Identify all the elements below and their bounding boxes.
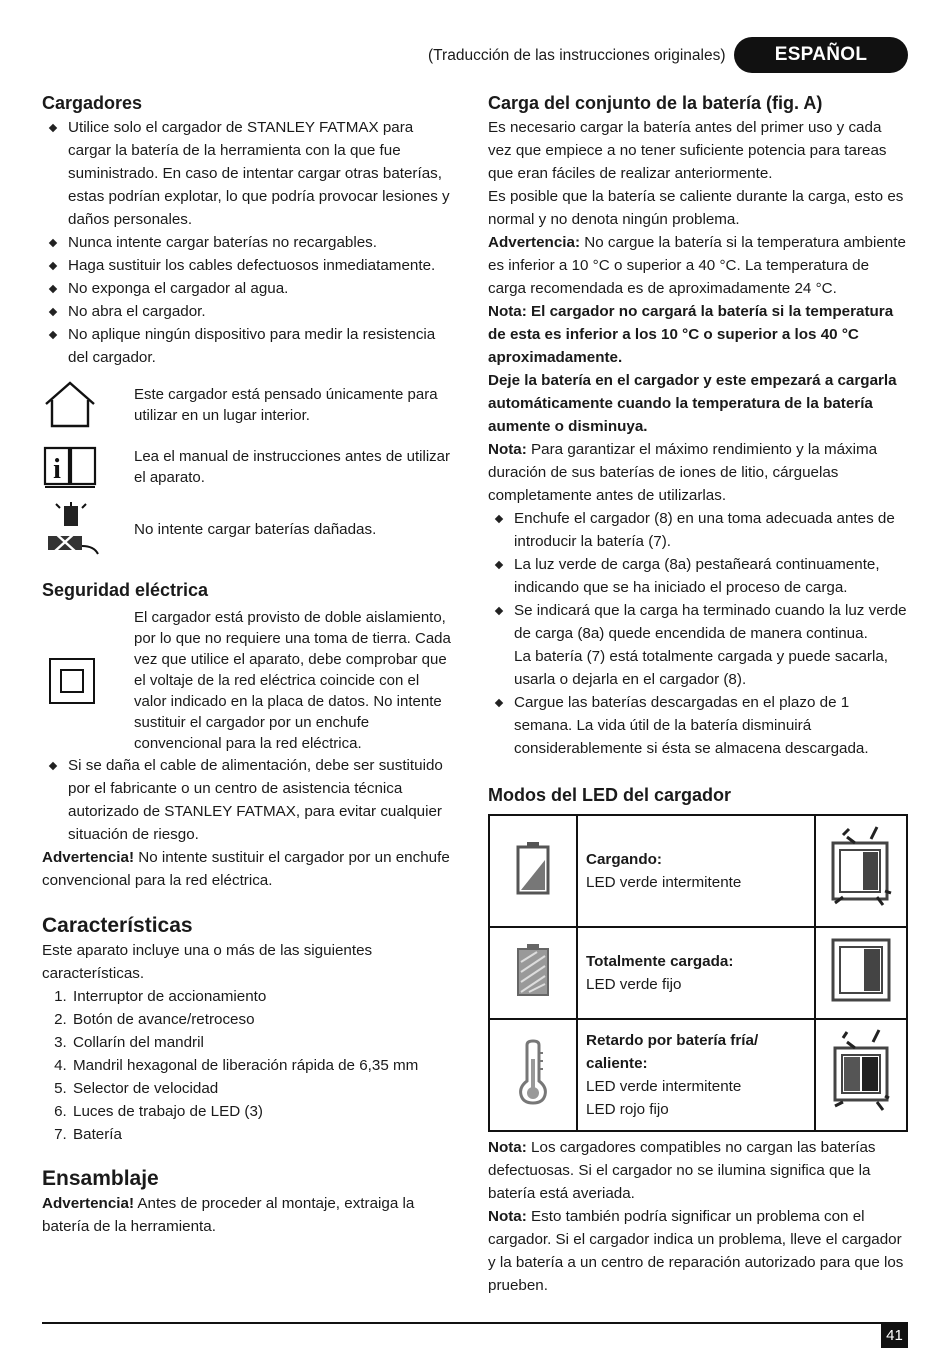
electrical-list bbox=[42, 754, 454, 846]
damaged-battery-text: No intente cargar baterías dañadas. bbox=[134, 520, 377, 538]
house-icon bbox=[42, 380, 134, 430]
list-item: 1. Interruptor de accionamiento bbox=[71, 985, 454, 1008]
list-item: 7. Batería bbox=[71, 1123, 454, 1146]
list-item: No aplique ningún dispositivo para medir la resistencia del cargador. bbox=[42, 323, 454, 369]
electrical-safety-heading: Seguridad eléctrica bbox=[42, 580, 209, 600]
features-intro: Este aparato incluye una o más de las siguientes características. bbox=[42, 942, 373, 982]
translation-note: (Traducción de las instrucciones originales) bbox=[428, 47, 726, 64]
led-state: Retardo por batería fría/ caliente: bbox=[586, 1032, 759, 1072]
led-mode-text bbox=[577, 815, 815, 927]
led-desc: LED verde intermitente bbox=[586, 874, 742, 891]
charging-paragraph-2: Es posible que la batería se caliente durante la carga, esto es normal y no denota ningún problema. bbox=[488, 188, 904, 228]
list-item: 4. Mandril hexagonal de liberación rápida de 6,35 mm bbox=[71, 1054, 454, 1077]
list-item: Nunca intente cargar baterías no recargables. bbox=[42, 231, 454, 254]
blinking-light-icon bbox=[815, 815, 907, 927]
led-state: Cargando: bbox=[586, 851, 662, 868]
page-number: 41 bbox=[881, 1324, 908, 1348]
list-item: 3. Collarín del mandril bbox=[71, 1031, 454, 1054]
led-desc: LED verde intermitente bbox=[586, 1078, 742, 1095]
language-badge: ESPAÑOL bbox=[734, 37, 908, 73]
charging-li-ion-note: Nota: Para garantizar el máximo rendimiento y la máxima duración de sus baterías de iones de litio, cárguelas completamente antes de utilizarlas. bbox=[488, 441, 878, 504]
list-item: No abra el cargador. bbox=[42, 300, 454, 323]
right-column bbox=[488, 90, 908, 1297]
charging-warning: Advertencia: No cargue la batería si la temperatura ambiente es inferior a 10 °C o superior a 40 °C. La temperatura de carga recomendada es de aproximadamente 24 °C. bbox=[488, 234, 906, 297]
charging-battery-icon bbox=[489, 815, 577, 927]
hot-cold-light-icon bbox=[815, 1019, 907, 1131]
assembly-warning: Advertencia! Antes de proceder al montaje, extraiga la batería de la herramienta. bbox=[42, 1195, 415, 1235]
repair-note: Nota: Esto también podría significar un problema con el cargador. Si el cargador indica un problema, lleve el cargador y la batería a un centro de reparación autorizado para que los prueben. bbox=[488, 1208, 904, 1294]
features-list bbox=[42, 985, 454, 1146]
manual-icon bbox=[42, 444, 134, 490]
charging-steps-list bbox=[488, 507, 908, 760]
assembly-heading: Ensamblaje bbox=[42, 1167, 159, 1190]
list-item: Si se daña el cable de alimentación, debe ser sustituido por el fabricante o un centro de asistencia técnica autorizado de STANLEY FATMAX, para evitar cualquier situación de riesgo. bbox=[42, 754, 454, 846]
table-row bbox=[489, 815, 907, 927]
steady-light-icon bbox=[815, 927, 907, 1019]
chargers-list bbox=[42, 116, 454, 369]
led-desc: LED rojo fijo bbox=[586, 1101, 669, 1118]
svg-text:i: i bbox=[53, 454, 61, 485]
indoor-use-row bbox=[42, 377, 454, 433]
charging-heading: Carga del conjunto de la batería (fig. A) bbox=[488, 93, 823, 113]
list-item: 2. Botón de avance/retroceso bbox=[71, 1008, 454, 1031]
led-mode-text bbox=[577, 927, 815, 1019]
list-item: La luz verde de carga (8a) pestañeará continuamente, indicando que se ha iniciado el proceso de carga. bbox=[488, 553, 908, 599]
list-item: Utilice solo el cargador de STANLEY FATMAX para cargar la batería de la herramienta con la que fue suministrado. En caso de intentar cargar otras baterías, estas podrían explotar, lo que podría provocar lesiones y daños personales. bbox=[42, 116, 454, 231]
list-item: Enchufe el cargador (8) en una toma adecuada antes de introducir la batería (7). bbox=[488, 507, 908, 553]
list-item: No exponga el cargador al agua. bbox=[42, 277, 454, 300]
led-mode-text bbox=[577, 1019, 815, 1131]
charging-temperature-note: Nota: El cargador no cargará la batería si la temperatura de esta es inferior a los 10 °C o superior a los 40 °C aproximadamente. bbox=[488, 303, 894, 366]
led-modes-table bbox=[488, 814, 908, 1132]
list-item: Se indicará que la carga ha terminado cuando la luz verde de carga (8a) quede encendida de manera continua. La batería (7) está totalmente cargada y puede sacarla, usarla o dejarla en el cargador (8). bbox=[488, 599, 908, 691]
compat-note: Nota: Los cargadores compatibles no cargan las baterías defectuosas. Si el cargador no se ilumina significa que la batería está averiada. bbox=[488, 1139, 876, 1202]
double-insulation-row bbox=[42, 607, 454, 754]
damaged-battery-row bbox=[42, 501, 454, 557]
read-manual-text: Lea el manual de instrucciones antes de utilizar el aparato. bbox=[134, 448, 451, 486]
electrical-warning: Advertencia! No intente sustituir el cargador por un enchufe convencional para la red eléctrica. bbox=[42, 849, 450, 889]
double-insulation-icon bbox=[42, 657, 134, 705]
list-item: 6. Luces de trabajo de LED (3) bbox=[71, 1100, 454, 1123]
list-item: Cargue las baterías descargadas en el plazo de 1 semana. La vida útil de la batería disminuirá considerablemente si ésta se almacena descargada. bbox=[488, 691, 908, 760]
list-item: 5. Selector de velocidad bbox=[71, 1077, 454, 1100]
indoor-use-text: Este cargador está pensado únicamente para utilizar en un lugar interior. bbox=[134, 386, 438, 424]
led-desc: LED verde fijo bbox=[586, 976, 682, 993]
thermometer-icon bbox=[489, 1019, 577, 1131]
double-insulation-text: El cargador está provisto de doble aislamiento, por lo que no requiere una toma de tierra. Cada vez que utilice el aparato, debe comprobar que el voltaje de la red eléctrica coincide con el valor indicado en la placa de datos. No intente sustituir el cargador por un enchufe convencional para la red eléctrica. bbox=[134, 609, 451, 752]
read-manual-row bbox=[42, 439, 454, 495]
footer-rule bbox=[42, 1322, 908, 1324]
led-state: Totalmente cargada: bbox=[586, 953, 734, 970]
table-row bbox=[489, 1019, 907, 1131]
list-item: Haga sustituir los cables defectuosos inmediatamente. bbox=[42, 254, 454, 277]
features-heading: Características bbox=[42, 914, 193, 937]
charging-auto-note: Deje la batería en el cargador y este empezará a cargarla automáticamente cuando la temperatura de la batería aumente o disminuya. bbox=[488, 372, 897, 435]
damaged-battery-icon bbox=[42, 502, 134, 556]
left-column bbox=[42, 90, 454, 1238]
charging-paragraph-1: Es necesario cargar la batería antes del primer uso y cada vez que empiece a no tener suficiente potencia para tareas que eran fáciles de realizar anteriormente. bbox=[488, 119, 887, 182]
chargers-heading: Cargadores bbox=[42, 93, 143, 113]
led-modes-heading: Modos del LED del cargador bbox=[488, 785, 732, 805]
full-battery-icon bbox=[489, 927, 577, 1019]
table-row bbox=[489, 927, 907, 1019]
